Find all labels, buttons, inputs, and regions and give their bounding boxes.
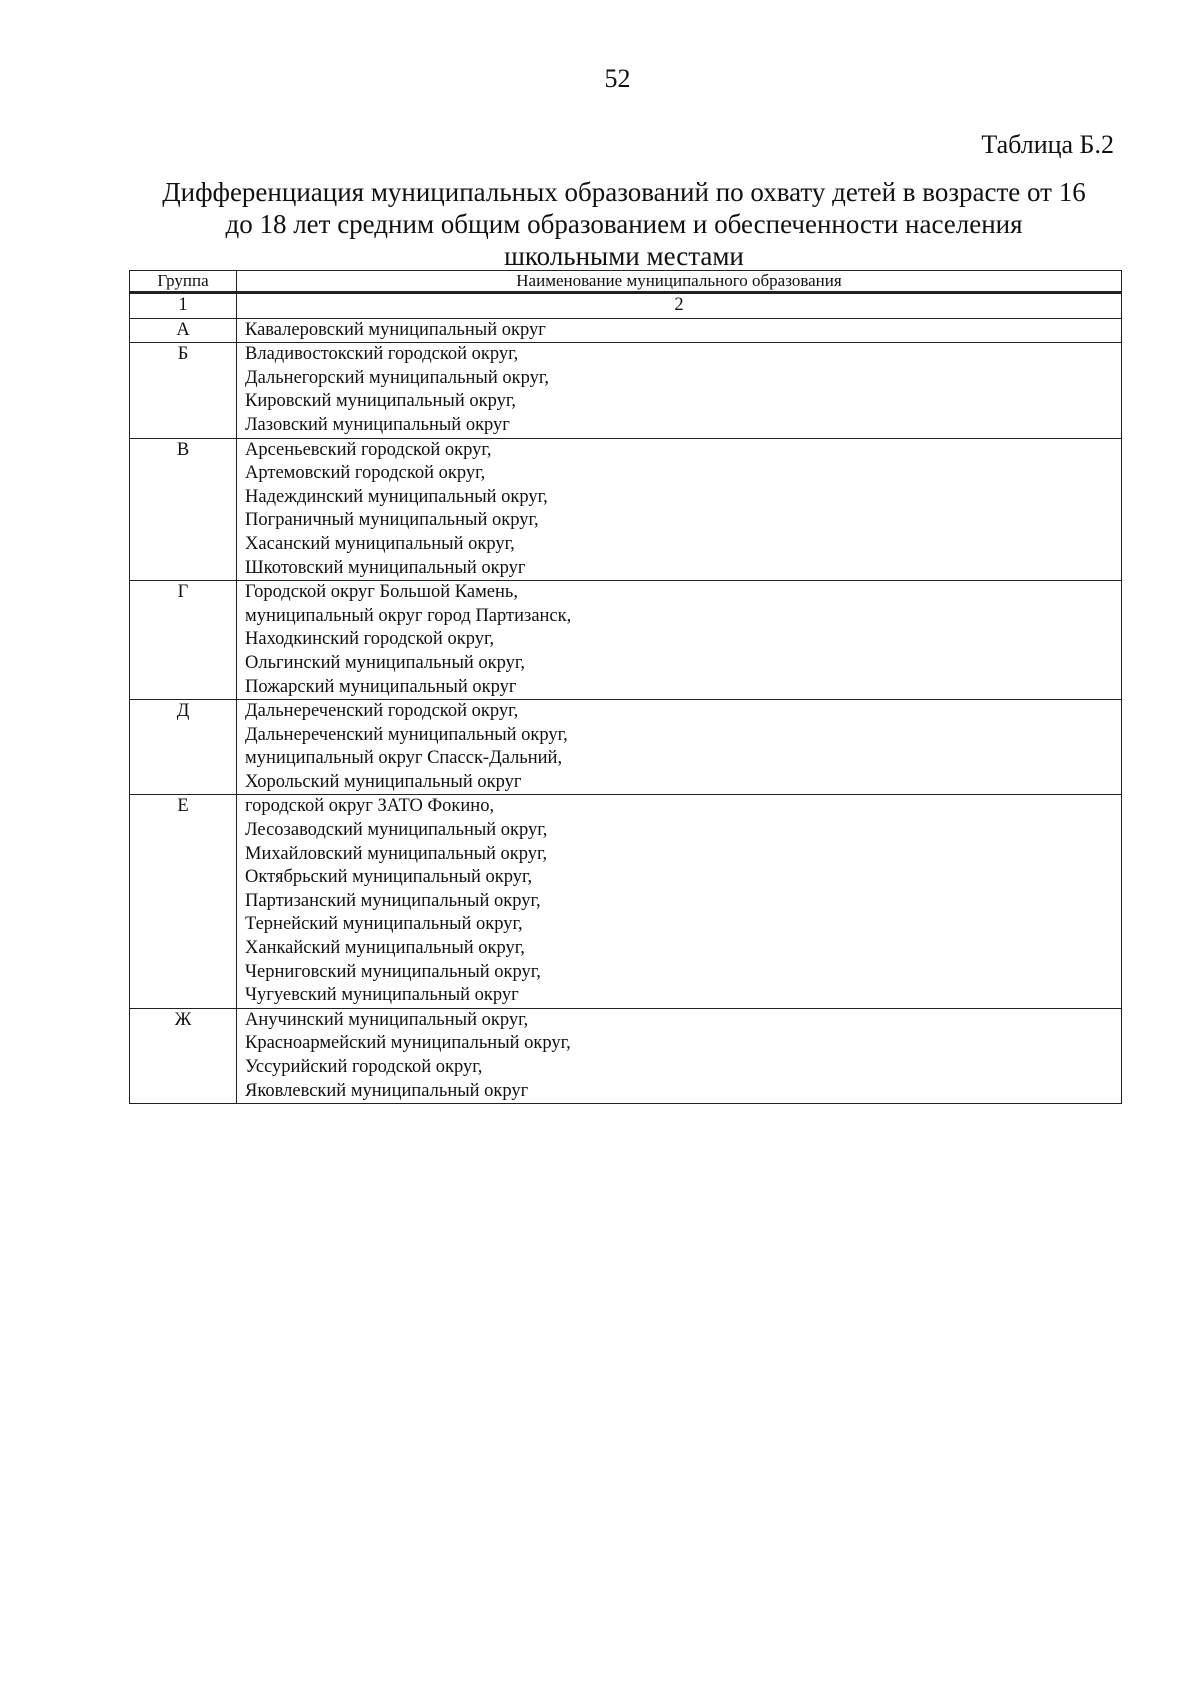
municipality-names <box>237 700 1122 795</box>
municipality-name: Красноармейский муниципальный округ, <box>245 1033 571 1054</box>
municipality-name: Дальнереченский городской округ, <box>245 701 519 722</box>
column-numbers-row <box>130 293 1122 319</box>
municipality-names <box>237 581 1122 700</box>
municipality-name: Городской округ Большой Камень, <box>245 582 518 603</box>
municipality-name: Хасанский муниципальный округ, <box>245 533 515 554</box>
municipality-name: Кировский муниципальный округ, <box>245 391 516 412</box>
table-row <box>130 700 1122 795</box>
group-letter: Е <box>130 795 237 1008</box>
municipality-name: Шкотовский муниципальный округ <box>245 557 526 578</box>
municipality-name: Черниговский муниципальный округ, <box>245 961 541 982</box>
title-line: школьными местами <box>504 241 744 271</box>
table-label: Таблица Б.2 <box>981 130 1114 159</box>
municipalities-table <box>129 270 1122 1104</box>
municipality-names <box>237 318 1122 343</box>
municipality-name: Артемовский городской округ, <box>245 463 486 484</box>
group-letter: Г <box>130 581 237 700</box>
municipality-name: Яковлевский муниципальный округ <box>245 1080 529 1101</box>
column-number: 2 <box>237 293 1122 319</box>
municipality-names <box>237 795 1122 1008</box>
group-letter: Б <box>130 343 237 438</box>
municipality-name: Кавалеровский муниципальный округ <box>245 319 546 340</box>
municipality-name: Лесозаводский муниципальный округ, <box>245 820 548 841</box>
table-title <box>118 176 1130 272</box>
municipality-name: Хорольский муниципальный округ <box>245 771 522 792</box>
table-row <box>130 438 1122 581</box>
column-number: 1 <box>130 293 237 319</box>
municipality-name: городской округ ЗАТО Фокино, <box>245 796 495 817</box>
municipality-name: Арсеньевский городской округ, <box>245 439 492 460</box>
header-name: Наименование муниципального образования <box>237 271 1122 293</box>
group-letter: Д <box>130 700 237 795</box>
title-line: Дифференциация муниципальных образований по охвату детей в возрасте от 16 <box>162 177 1086 207</box>
table-row <box>130 343 1122 438</box>
municipality-name: муниципальный округ Спасск-Дальний, <box>245 748 563 769</box>
municipality-name: Тернейский муниципальный округ, <box>245 914 523 935</box>
group-letter: В <box>130 438 237 581</box>
municipality-name: Уссурийский городской округ, <box>245 1057 483 1077</box>
header-group: Группа <box>130 271 237 293</box>
group-letter: Ж <box>130 1008 237 1103</box>
municipality-name: Ольгинский муниципальный округ, <box>245 652 526 673</box>
table-row <box>130 581 1122 700</box>
municipality-name: Пограничный муниципальный округ, <box>245 510 539 531</box>
municipality-name: Владивостокский городской округ, <box>245 344 519 365</box>
municipality-name: Дальнереченский муниципальный округ, <box>245 724 568 745</box>
table-row <box>130 1008 1122 1103</box>
municipality-name: Октябрьский муниципальный округ, <box>245 867 533 888</box>
municipality-names <box>237 1008 1122 1103</box>
municipality-name: Анучинский муниципальный округ, <box>245 1009 529 1030</box>
municipality-name: Чугуевский муниципальный округ <box>245 985 519 1006</box>
municipality-names <box>237 438 1122 581</box>
municipality-name: Находкинский городской округ, <box>245 629 495 650</box>
municipality-name: Дальнегорский муниципальный округ, <box>245 367 550 388</box>
municipality-name: муниципальный округ город Партизанск, <box>245 605 572 626</box>
table-row <box>130 795 1122 1008</box>
municipality-name: Пожарский муниципальный округ <box>245 676 517 697</box>
group-letter: А <box>130 318 237 343</box>
municipality-name: Надеждинский муниципальный округ, <box>245 486 548 507</box>
title-line: до 18 лет средним общим образованием и обеспеченности населения <box>225 209 1023 239</box>
municipality-name: Лазовский муниципальный округ <box>245 414 510 435</box>
municipality-name: Ханкайский муниципальный округ, <box>245 938 525 959</box>
municipality-name: Партизанский муниципальный округ, <box>245 890 541 911</box>
municipality-name: Михайловский муниципальный округ, <box>245 843 548 864</box>
table-row <box>130 318 1122 343</box>
header-row <box>130 271 1122 293</box>
page-number: 52 <box>604 64 631 93</box>
municipality-names <box>237 343 1122 438</box>
